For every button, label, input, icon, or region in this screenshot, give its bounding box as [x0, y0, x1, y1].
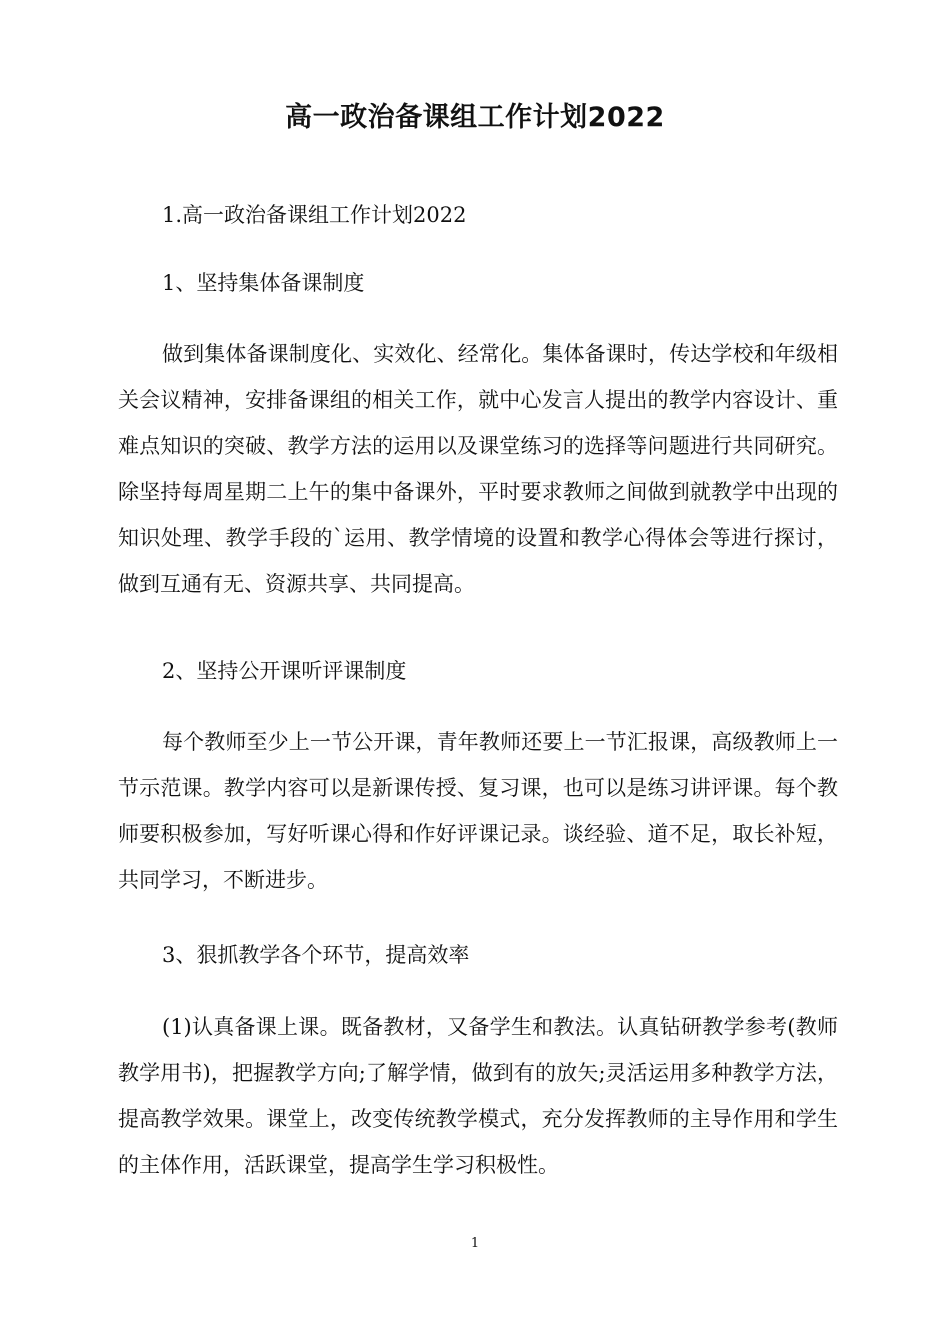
section-3-paragraph: (1)认真备课上课。既备教材，又备学生和教法。认真钻研教学参考(教师教学用书)，把握教学方向;了解学情，做到有的放矢;灵活运用多种教学方法，提高教学效果。课堂上，改变传统教学模式，充分发挥教师的主导作用和学生的主体作用，活跃课堂，提高学生学习积极性。 — [118, 1015, 838, 1177]
document-title: 高一政治备课组工作计划2022 — [285, 102, 665, 133]
page-number: 1 — [470, 1236, 480, 1251]
section-3-heading: 3、狠抓教学各个环节，提高效率 — [162, 943, 470, 967]
document-subtitle: 1.高一政治备课组工作计划2022 — [162, 203, 467, 227]
section-2-heading: 2、坚持公开课听评课制度 — [162, 659, 407, 683]
section-1-paragraph: 做到集体备课制度化、实效化、经常化。集体备课时，传达学校和年级相关会议精神，安排备课组的相关工作，就中心发言人提出的教学内容设计、重难点知识的突破、教学方法的运用以及课堂练习的选择等问题进行共同研究。除坚持每周星期二上午的集中备课外，平时要求教师之间做到就教学中出现的知识处理、教学手段的`运用、教学情境的设置和教学心得体会等进行探讨，做到互通有无、资源共享、共同提高。 — [118, 342, 838, 596]
section-1-heading: 1、坚持集体备课制度 — [162, 271, 365, 295]
section-2-paragraph: 每个教师至少上一节公开课，青年教师还要上一节汇报课，高级教师上一节示范课。教学内容可以是新课传授、复习课，也可以是练习讲评课。每个教师要积极参加，写好听课心得和作好评课记录。谈经验、道不足，取长补短，共同学习，不断进步。 — [118, 730, 838, 892]
